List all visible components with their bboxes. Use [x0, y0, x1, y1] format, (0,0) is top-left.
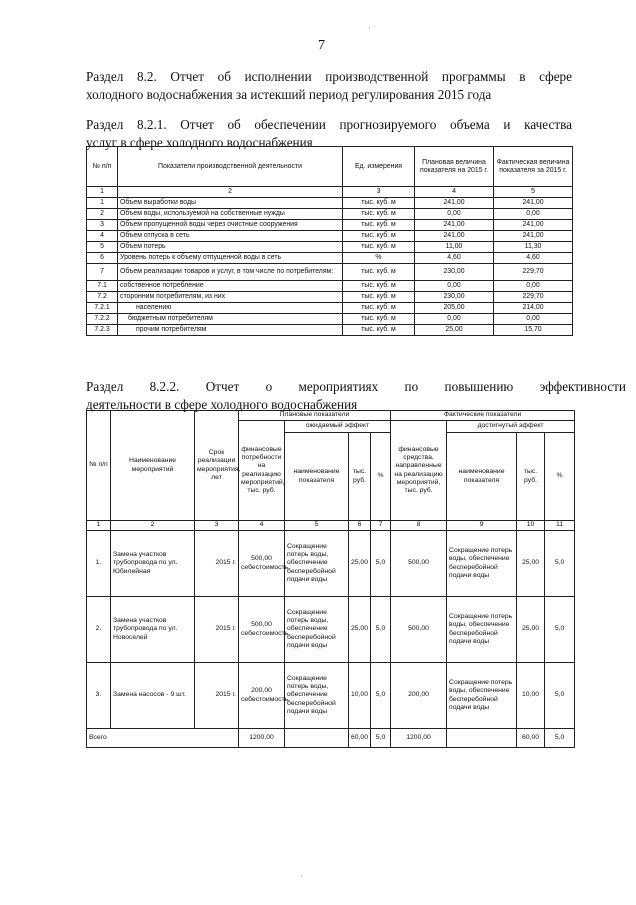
- table-cell: 0,00: [494, 314, 573, 325]
- efficiency-measures-table: [86, 410, 575, 748]
- num-cell: 2.: [87, 597, 111, 663]
- column-group-header: достигнутый эффект: [447, 421, 575, 433]
- column-group-header: Плановые показатели: [239, 411, 391, 421]
- section-8-2-2-heading: [86, 378, 626, 414]
- total-plan-fin-cell: 1200,00: [239, 729, 285, 748]
- indicator-cell: Объем реализации товаров и услуг, в том числе по потребителям:: [118, 264, 343, 281]
- plan-ind-cell: Сокращение потерь воды, обеспечение бесперебойной подачи воды: [285, 597, 349, 663]
- plan-pct-cell: 5,0: [371, 531, 391, 597]
- table-row: [87, 597, 575, 663]
- index-cell: 6: [349, 521, 371, 531]
- plan-rub-cell: 25,00: [349, 597, 371, 663]
- table-cell: тыс. куб. м: [343, 281, 415, 292]
- column-header: Наименование мероприятий: [111, 411, 195, 521]
- index-cell: 1: [87, 187, 118, 198]
- index-cell: 1: [87, 521, 111, 531]
- column-header: %: [371, 433, 391, 521]
- plan-pct-cell: 5,0: [371, 663, 391, 729]
- table-cell: 7.1: [87, 281, 118, 292]
- table-cell: тыс. куб. м: [343, 220, 415, 231]
- total-fact-pct-cell: 5,0: [545, 729, 575, 748]
- table-cell: тыс. куб. м: [343, 303, 415, 314]
- table-cell: 15,70: [494, 325, 573, 336]
- plan-fin-cell: 500,00 себестоимость: [239, 531, 285, 597]
- plan-fin-cell: 200,00 себестоимость: [239, 663, 285, 729]
- table-cell: %: [343, 253, 415, 264]
- fact-fin-cell: 200,00: [391, 663, 447, 729]
- column-header: %: [545, 433, 575, 521]
- column-header: Показатели производственной деятельности: [118, 147, 343, 187]
- indicator-cell: прочим потребителям: [118, 325, 343, 336]
- table-cell: 0,00: [415, 314, 494, 325]
- total-fact-rub-cell: 60,00: [517, 729, 545, 748]
- water-supply-volume-table: [86, 146, 573, 336]
- scan-mark: · ˙: [368, 24, 376, 33]
- table-cell: тыс. куб. м: [343, 292, 415, 303]
- index-cell: 3: [343, 187, 415, 198]
- indicator-cell: Объем пропущенной воды через очистные сооружения: [118, 220, 343, 231]
- table-cell: 7.2.3: [87, 325, 118, 336]
- table-cell: 4: [87, 231, 118, 242]
- indicator-cell: собственное потребление: [118, 281, 343, 292]
- table-cell: 4,60: [415, 253, 494, 264]
- empty-cell: [447, 729, 517, 748]
- table-row: [87, 325, 573, 336]
- table-row: [87, 198, 573, 209]
- column-header: наименование показателя: [447, 433, 517, 521]
- heading-line: деятельности в сфере холодного водоснабжения: [86, 397, 358, 412]
- table-row: [87, 220, 573, 231]
- total-fact-fin-cell: 1200,00: [391, 729, 447, 748]
- plan-ind-cell: Сокращение потерь воды, обеспечение бесперебойной подачи воды: [285, 663, 349, 729]
- table-cell: 229,70: [494, 292, 573, 303]
- index-cell: 5: [494, 187, 573, 198]
- column-header: тыс. руб.: [517, 433, 545, 521]
- table-cell: 229,70: [494, 264, 573, 281]
- table-row: [87, 292, 573, 303]
- column-header: Срок реализации мероприятия, лет: [195, 411, 239, 521]
- indicator-cell: Уровень потерь к объему отпущенной воды в сеть: [118, 253, 343, 264]
- fact-fin-cell: 500,00: [391, 597, 447, 663]
- index-cell: 2: [111, 521, 195, 531]
- table-cell: 11,00: [415, 242, 494, 253]
- column-header: Ед. измерения: [343, 147, 415, 187]
- table-cell: 7.2: [87, 292, 118, 303]
- fact-pct-cell: 5,0: [545, 531, 575, 597]
- table-cell: 241,00: [415, 220, 494, 231]
- total-plan-rub-cell: 60,00: [349, 729, 371, 748]
- table-cell: 7.2.1: [87, 303, 118, 314]
- table-cell: 241,00: [494, 220, 573, 231]
- term-cell: 2015 г.: [195, 597, 239, 663]
- heading-line: Раздел 8.2.2. Отчет о мероприятиях по повышению эффективности: [86, 379, 626, 394]
- table-row: [87, 663, 575, 729]
- heading-line: Раздел 8.2.1. Отчет об обеспечении прогнозируемого объема и качества: [86, 117, 572, 132]
- table-row: [87, 531, 575, 597]
- index-cell: 4: [239, 521, 285, 531]
- table-cell: 241,00: [415, 231, 494, 242]
- table-row: [87, 281, 573, 292]
- name-cell: Замена участков трубопровода по ул. Юбилейная: [111, 531, 195, 597]
- table-cell: тыс. куб. м: [343, 231, 415, 242]
- index-cell: 9: [447, 521, 517, 531]
- table-cell: 0,00: [494, 281, 573, 292]
- table-cell: 5: [87, 242, 118, 253]
- scan-mark: ·: [300, 872, 303, 881]
- num-cell: 1.: [87, 531, 111, 597]
- page-number: 7: [318, 38, 325, 53]
- fact-fin-cell: 500,00: [391, 531, 447, 597]
- index-cell: 3: [195, 521, 239, 531]
- column-header: финансовые потребности на реализацию мероприятий, тыс. руб.: [239, 421, 285, 521]
- table-cell: тыс. куб. м: [343, 198, 415, 209]
- table-cell: 241,00: [415, 198, 494, 209]
- indicator-cell: Объем выработки воды: [118, 198, 343, 209]
- column-header: наименование показателя: [285, 433, 349, 521]
- plan-rub-cell: 10,00: [349, 663, 371, 729]
- empty-cell: [285, 729, 349, 748]
- indicator-cell: населению: [118, 303, 343, 314]
- plan-rub-cell: 25,00: [349, 531, 371, 597]
- term-cell: 2015 г.: [195, 531, 239, 597]
- table-body: [87, 411, 575, 748]
- num-cell: 3.: [87, 663, 111, 729]
- column-index-row: [87, 187, 573, 198]
- table-cell: 205,00: [415, 303, 494, 314]
- plan-fin-cell: 500,00 себестоимость: [239, 597, 285, 663]
- fact-rub-cell: 25,00: [517, 531, 545, 597]
- column-header: тыс. руб.: [349, 433, 371, 521]
- index-cell: 11: [545, 521, 575, 531]
- indicator-cell: Объем воды, используемой на собственные нужды: [118, 209, 343, 220]
- indicator-cell: сторонним потребителям, из них: [118, 292, 343, 303]
- name-cell: Замена участков трубопровода по ул. Новоселей: [111, 597, 195, 663]
- column-header: финансовые средства, направленные на реализацию мероприятий, тыс. руб.: [391, 421, 447, 521]
- table-cell: 214,00: [494, 303, 573, 314]
- column-header: Фактическая величина показателя за 2015 г.: [494, 147, 573, 187]
- indicator-cell: Объем отпуска в сеть: [118, 231, 343, 242]
- table-cell: 241,00: [494, 198, 573, 209]
- table-row: [87, 264, 573, 281]
- table-cell: 7: [87, 264, 118, 281]
- table-cell: 1: [87, 198, 118, 209]
- indicator-cell: Объем потерь: [118, 242, 343, 253]
- table-row: [87, 242, 573, 253]
- table-cell: 6: [87, 253, 118, 264]
- index-cell: 7: [371, 521, 391, 531]
- table-body: [87, 147, 573, 336]
- table-cell: тыс. куб. м: [343, 209, 415, 220]
- index-cell: 8: [391, 521, 447, 531]
- table-row: [87, 303, 573, 314]
- fact-pct-cell: 5,0: [545, 663, 575, 729]
- table-cell: 241,00: [494, 231, 573, 242]
- table-cell: тыс. куб. м: [343, 314, 415, 325]
- column-header: № п/п: [87, 147, 118, 187]
- table-cell: 2: [87, 209, 118, 220]
- index-cell: 5: [285, 521, 349, 531]
- column-header: № п/п: [87, 411, 111, 521]
- index-cell: 10: [517, 521, 545, 531]
- table-cell: 25,00: [415, 325, 494, 336]
- table-cell: тыс. куб. м: [343, 325, 415, 336]
- table-header-row: [87, 411, 575, 421]
- table-cell: 7.2.2: [87, 314, 118, 325]
- table-cell: 0,00: [494, 209, 573, 220]
- table-cell: 230,00: [415, 292, 494, 303]
- total-row: [87, 729, 575, 748]
- plan-ind-cell: Сокращение потерь воды, обеспечение бесперебойной подачи воды: [285, 531, 349, 597]
- table-row: [87, 314, 573, 325]
- indicator-cell: бюджетным потребителям: [118, 314, 343, 325]
- fact-rub-cell: 10,00: [517, 663, 545, 729]
- fact-ind-cell: Сокращение потерь воды, обеспечение бесперебойной подачи воды: [447, 663, 517, 729]
- heading-line: холодного водоснабжения за истекший период регулирования 2015 года: [86, 87, 492, 102]
- column-index-row: [87, 521, 575, 531]
- table-row: [87, 253, 573, 264]
- fact-ind-cell: Сокращение потерь воды, обеспечение бесперебойной подачи воды: [447, 597, 517, 663]
- fact-ind-cell: Сокращение потерь воды, обеспечение бесперебойной подачи воды: [447, 531, 517, 597]
- index-cell: 4: [415, 187, 494, 198]
- fact-pct-cell: 5,0: [545, 597, 575, 663]
- table-cell: 0,00: [415, 281, 494, 292]
- heading-line: Раздел 8.2. Отчет об исполнении производственной программы в сфере: [86, 69, 572, 84]
- column-header: Плановая величина показателя на 2015 г.: [415, 147, 494, 187]
- column-group-header: ожидаемый эффект: [285, 421, 391, 433]
- term-cell: 2015 г.: [195, 663, 239, 729]
- table-row: [87, 231, 573, 242]
- plan-pct-cell: 5,0: [371, 597, 391, 663]
- name-cell: Замена насосов - 9 шт.: [111, 663, 195, 729]
- section-8-2-heading: [86, 68, 572, 104]
- column-group-header: Фактические показатели: [391, 411, 575, 421]
- table-cell: 4,60: [494, 253, 573, 264]
- table-row: [87, 209, 573, 220]
- total-label-cell: Всего: [87, 729, 239, 748]
- index-cell: 2: [118, 187, 343, 198]
- table-cell: 0,00: [415, 209, 494, 220]
- table-cell: тыс. куб. м: [343, 242, 415, 253]
- fact-rub-cell: 25,00: [517, 597, 545, 663]
- table-cell: 11,30: [494, 242, 573, 253]
- heading-line: услуг в сфере холодного водоснабжения: [86, 135, 313, 150]
- table-cell: 230,00: [415, 264, 494, 281]
- table-cell: тыс. куб. м: [343, 264, 415, 281]
- total-plan-pct-cell: 5,0: [371, 729, 391, 748]
- table-header-row: [87, 147, 573, 187]
- table-cell: 3: [87, 220, 118, 231]
